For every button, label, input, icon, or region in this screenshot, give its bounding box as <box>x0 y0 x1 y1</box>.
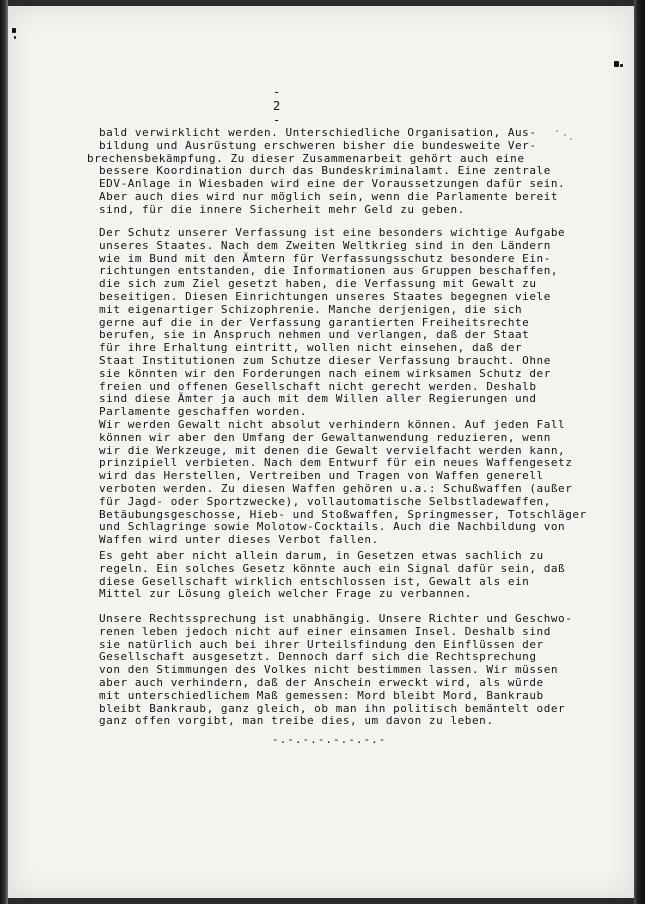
text-line: mit eigenartiger Schizophrenie. Manche derjenigen, die sich <box>99 302 523 316</box>
text-line: Staat Institutionen zum Schutze dieser Verfassung braucht. Ohne <box>99 354 551 367</box>
scan-speck <box>12 28 16 33</box>
scan-left-edge <box>0 0 8 904</box>
text-line: diese Gesellschaft wirklich entschlossen ist, Gewalt als ein <box>99 574 530 588</box>
text-line: berufen, sie in Anspruch nehmen und verlangen, daß der Staat <box>99 328 530 342</box>
scan-right-edge <box>634 0 645 904</box>
text-line: freien und offenen Gesellschaft nicht gerecht werden. Deshalb <box>99 379 537 393</box>
text-line: Mittel zur Lösung gleich welcher Frage zu verbannen. <box>99 587 472 601</box>
text-line: Gesellschaft ausgesetzt. Dennoch darf sich die Rechtsprechung <box>99 650 537 664</box>
scan-speck <box>564 134 566 136</box>
text-line: renen leben jedoch nicht auf einer einsamen Insel. Deshalb sind <box>99 624 551 638</box>
text-line: regeln. Ein solches Gesetz könnte auch ein Signal dafür sein, daß <box>99 561 566 575</box>
text-line: wie im Bund mit den Ämtern für Verfassungsschutz besondere Ein- <box>99 251 551 265</box>
text-line: wird das Herstellen, Vertreiben und Tragen von Waffen generell <box>99 469 544 483</box>
text-line: unseres Staates. Nach dem Zweiten Weltkrieg sind in den Ländern <box>99 238 551 252</box>
text-line: die sich zum Ziel gesetzt haben, die Verfassung mit Gewalt zu <box>99 277 537 291</box>
scan-speck <box>614 61 619 67</box>
text-line: richtungen entstanden, die Informationen aus Gruppen beschaffen, <box>99 264 559 278</box>
text-line: Unsere Rechtssprechung ist unabhängig. Unsere Richter und Geschwo- <box>99 612 573 625</box>
text-line: sind, für die innere Sicherheit mehr Geld zu geben. <box>99 202 465 216</box>
scan-speck <box>556 130 558 132</box>
text-line: prinzipiell verbieten. Nach dem Entwurf für ein neues Waffengesetz <box>99 456 573 470</box>
text-line: EDV-Anlage in Wiesbaden wird eine der Voraussetzungen dafür sein. <box>99 177 566 191</box>
text-line: Parlamente geschaffen worden. <box>99 405 308 419</box>
text-line: Waffen wird unter dieses Verbot fallen. <box>99 533 379 547</box>
text-line: beseitigen. Diesen Einrichtungen unseres Staates begegnen viele <box>99 290 551 303</box>
text-line: sie könnten wir den Forderungen nach einem wirksamen Schutz der <box>99 366 551 380</box>
text-line: Aber auch dies wird nur möglich sein, wenn die Parlamente bereit <box>99 190 559 203</box>
text-line: bleibt Bankraub, ganz gleich, ob man ihn politisch bemäntelt oder <box>99 701 566 715</box>
text-line: Betäubungsgeschosse, Hieb- und Stoßwaffen, Springmesser, Totschläger <box>99 507 587 521</box>
text-line: verboten werden. Zu diesen Waffen gehören u.a.: Schußwaffen (außer <box>99 482 573 495</box>
text-line: Der Schutz unserer Verfassung ist eine besonders wichtige Aufgabe <box>99 226 566 239</box>
end-mark: -.-.-.-.-.-.-.- <box>272 733 387 746</box>
text-line: sie natürlich auch bei ihrer Urteilsfindung den Einflüssen der <box>99 637 544 651</box>
page-number: - 2 - <box>273 85 282 127</box>
text-line: für Jagd- oder Sportzwecke), vollautomatische Selbstladewaffen, <box>99 494 551 508</box>
text-line: gerne auf die in der Verfassung garantierten Freiheitsrechte <box>99 315 530 329</box>
text-line: bessere Koordination durch das Bundeskriminalamt. Eine zentrale <box>99 164 551 178</box>
scan-speck <box>14 36 16 39</box>
text-line: Es geht aber nicht allein darum, in Gesetzen etwas sachlich zu <box>99 549 544 562</box>
text-line: bildung und Ausrüstung erschweren bisher die bundesweite Ver- <box>99 138 537 152</box>
text-line: von den Stimmungen des Volkes nicht bestimmen lassen. Wir müssen <box>99 663 559 677</box>
text-line: können wir aber den Umfang der Gewaltanwendung reduzieren, wenn <box>99 430 551 444</box>
text-line: mit unterschiedlichem Maß gemessen: Mord bleibt Mord, Bankraub <box>99 688 544 702</box>
text-line: bald verwirklicht werden. Unterschiedliche Organisation, Aus- <box>99 126 537 139</box>
text-line: für ihre Erhaltung eintritt, wollen nicht einsehen, daß der <box>99 341 523 355</box>
text-line: wir die Werkzeuge, mit denen die Gewalt vervielfacht werden kann, <box>99 443 566 457</box>
text-line: sind diese Ämter ja auch mit dem Willen aller Regierungen und <box>99 392 537 406</box>
text-line: und Schlagringe sowie Molotow-Cocktails. Auch die Nachbildung von <box>99 520 566 534</box>
text-line: brechensbekämpfung. Zu dieser Zusammenarbeit gehört auch eine <box>87 151 525 165</box>
text-line: Wir werden Gewalt nicht absolut verhindern können. Auf jeden Fall <box>99 418 566 431</box>
text-line: aber auch verhindern, daß der Anschein erweckt wird, als würde <box>99 676 544 689</box>
scan-speck <box>620 64 623 67</box>
text-line: ganz offen vorgibt, man treibe dies, um davon zu leben. <box>99 714 494 728</box>
scan-speck <box>570 138 572 140</box>
